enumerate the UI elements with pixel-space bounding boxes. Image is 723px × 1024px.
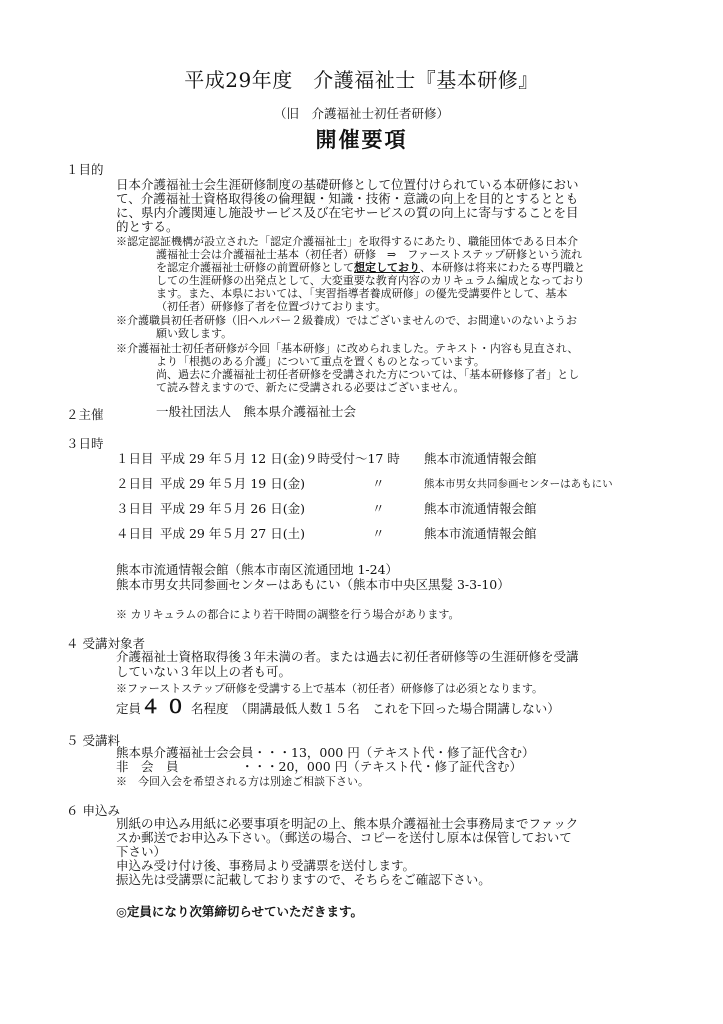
schedule-row-day: ４日目 (116, 526, 154, 541)
ditto-mark: 〃 (372, 476, 385, 491)
purpose-note-1 (116, 235, 585, 313)
purpose-note-2 (116, 314, 577, 340)
note-line: 願い致します。 (156, 327, 233, 340)
purpose-note-3 (116, 342, 579, 394)
note-line: 尚、過去に介護福祉士初任者研修を受講された方については、「基本研修修了者」とし (156, 368, 580, 381)
note-line: （初任者）研修修了者を位置づけております。 (156, 300, 387, 313)
schedule-row-venue: 熊本市流通情報会館 (424, 451, 537, 466)
closing-notice: ◎定員になり次第締切らせていただきます。 (116, 904, 364, 919)
section-schedule-label: ３日時 (66, 436, 104, 451)
fee-note: ※ 今回入会を希望される方は別途ご相談下さい。 (116, 775, 369, 788)
note-line: ※介護職員初任者研修（旧ヘルパー２級養成）ではございませんので、お間違いのないようお (116, 314, 578, 327)
application-line: 別紙の申込み用紙に必要事項を明記の上、熊本県介護福祉士会事務局までファック (116, 816, 579, 831)
note-line: を認定介護福祉士研修の前置研修として想定しており、本研修は将来にわたる専門職と (156, 261, 585, 274)
capacity-number: ４０ (141, 696, 192, 718)
schedule-row-venue: 熊本市男女共同参画センターはあもにい (424, 478, 613, 490)
purpose-line: に、県内介護関連し施設サービス及び在宅サービスの質の向上に寄与することを目 (116, 205, 579, 220)
capacity-detail: 名程度 （開講最低人数１５名 これを下回った場合開講しない） (191, 701, 560, 716)
venue-address: 熊本市男女共同参画センターはあもにい（熊本市中央区黒髪 3-3-10） (116, 577, 510, 592)
note-line: ます。また、本県においては、「実習指導者養成研修」の優先受講要件として、基本 (156, 287, 568, 300)
schedule-row-venue: 熊本市流通情報会館 (424, 501, 537, 516)
section-eligibility-label: ４ 受講対象者 (66, 636, 145, 651)
underlined-phrase: 想定しており (354, 261, 420, 274)
schedule-note: ※ カリキュラムの都合により若干時間の調整を行う場合があります。 (116, 608, 460, 621)
section-organizer-label: ２主催 (66, 407, 104, 422)
purpose-line: 的とする。 (116, 219, 179, 234)
schedule-row-venue: 熊本市流通情報会館 (424, 526, 537, 541)
note-line: より「根拠のある介護」について重点を置くものとなっています。 (156, 355, 485, 368)
schedule-row-date: 平成 29 年５月 19 日(金) (160, 476, 305, 491)
note-line: ※認定認証機構が設立された「認定介護福祉士」を取得するにあたり、職能団体である日本介 (116, 235, 578, 248)
eligibility-note: ※ファーストステップ研修を受講する上で基本（初任者）研修修了は必須となります。 (116, 682, 544, 695)
document-subtitle: （旧 介護福祉士初任者研修） (273, 106, 449, 121)
application-line: スか郵送でお申込み下さい。（郵送の場合、コピーを送付し原本は保管しておいて (116, 830, 572, 845)
ditto-mark: 〃 (372, 501, 385, 516)
schedule-row-date: 平成 29 年５月 12 日(金)９時受付～17 時 (160, 451, 400, 466)
section-purpose-label: １目的 (66, 162, 104, 177)
purpose-line: 日本介護福祉士会生涯研修制度の基礎研修として位置付けられている本研修におい (116, 177, 579, 192)
document-heading: 開催要項 (315, 127, 408, 152)
ditto-mark: 〃 (372, 526, 385, 541)
application-line: 振込先は受講票に記載しておりますので、そちらをご確認下さい。 (116, 872, 491, 887)
organizer-name: 一般社団法人 熊本県介護福祉士会 (156, 404, 357, 419)
capacity-line (116, 696, 560, 718)
schedule-row-day: １日目 (116, 451, 154, 466)
section-application-label: ６ 申込み (66, 803, 120, 818)
schedule-row-date: 平成 29 年５月 26 日(金) (160, 501, 305, 516)
fee-nonmember: 非 会 員 ・・・20，000 円（テキスト代・修了証代含む） (116, 759, 522, 774)
schedule-row-day: ３日目 (116, 501, 154, 516)
note-line: 護福祉士会は介護福祉士基本（初任者）研修 ⇒ ファーストステップ研修という流れ (156, 248, 583, 261)
capacity-label: 定員 (116, 701, 142, 716)
purpose-line: て、介護福祉士資格取得後の倫理観・知識・技術・意識の向上を目的とするととも (116, 191, 579, 206)
note-line: て読み替えますので、新たに受講される必要はございません。 (156, 381, 465, 394)
fee-member: 熊本県介護福祉士会会員・・・13，000 円（テキスト代・修了証代含む） (116, 745, 535, 760)
section-fee-label: ５ 受講料 (66, 733, 120, 748)
note-line: ※介護福祉士初任者研修が今回「基本研修」に改められました。テキスト・内容も見直され、 (116, 342, 579, 355)
application-body (116, 817, 578, 887)
schedule-row-day: ２日目 (116, 476, 154, 491)
application-line: 申込み受け付け後、事務局より受講票を送付します。 (116, 858, 416, 873)
eligibility-line: していない３年以上の者も可。 (116, 664, 292, 679)
document-title: 平成29年度 介護福祉士『基本研修』 (184, 68, 539, 92)
eligibility-line: 介護福祉士資格取得後３年未満の者。または過去に初任者研修等の生涯研修を受講 (116, 649, 579, 664)
venue-address: 熊本市流通情報会館（熊本市南区流通団地 1-24） (116, 562, 399, 577)
section-purpose-body (116, 178, 579, 234)
note-line: しての生涯研修の出発点として、大変重要な教育内容のカリキュラム編成となっており (156, 274, 585, 287)
schedule-row-date: 平成 29 年５月 27 日(土) (160, 526, 305, 541)
application-line: 下さい） (116, 844, 167, 859)
